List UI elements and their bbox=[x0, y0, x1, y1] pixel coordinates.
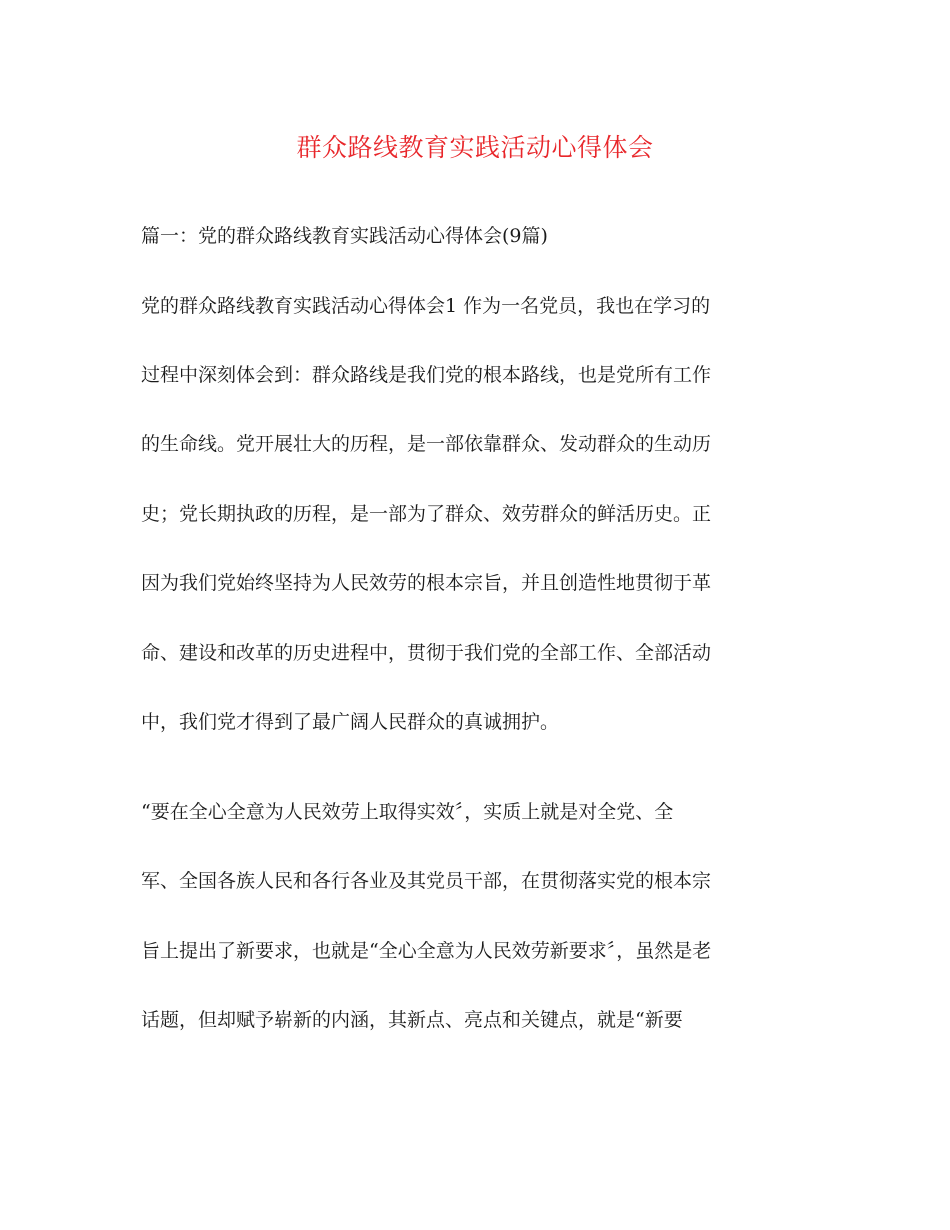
paragraph-line: 史；党长期执政的历程，是一部为了群众、效劳群众的鲜活历史。正 bbox=[141, 503, 712, 525]
paragraph-line: 党的群众路线教育实践活动心得体会1 作为一名党员，我也在学习的 bbox=[141, 295, 711, 317]
paragraph-line: 过程中深刻体会到：群众路线是我们党的根本路线，也是党所有工作 bbox=[141, 364, 712, 386]
paragraph-line: 命、建设和改革的历史进程中，贯彻于我们党的全部工作、全部活动 bbox=[141, 642, 712, 664]
paragraph-line: 话题，但却赋予崭新的内涵，其新点、亮点和关键点，就是“新要 bbox=[141, 1009, 683, 1031]
paragraph-line: 因为我们党始终坚持为人民效劳的根本宗旨，并且创造性地贯彻于革 bbox=[141, 572, 712, 594]
document-title: 群众路线教育实践活动心得体会 bbox=[296, 133, 654, 162]
paragraph-line: “要在全心全意为人民效劳上取得实效〞，实质上就是对全党、全 bbox=[141, 801, 674, 823]
paragraph-line: 的生命线。党开展壮大的历程，是一部依靠群众、发动群众的生动历 bbox=[141, 433, 712, 455]
paragraph-line: 旨上提出了新要求，也就是“全心全意为人民效劳新要求〞，虽然是老 bbox=[141, 940, 712, 962]
paragraph-line: 军、全国各族人民和各行各业及其党员干部，在贯彻落实党的根本宗 bbox=[141, 870, 712, 892]
paragraph-line: 中，我们党才得到了最广阔人民群众的真诚拥护。 bbox=[141, 711, 560, 733]
section-heading: 篇一：党的群众路线教育实践活动心得体会(9篇) bbox=[141, 225, 548, 247]
